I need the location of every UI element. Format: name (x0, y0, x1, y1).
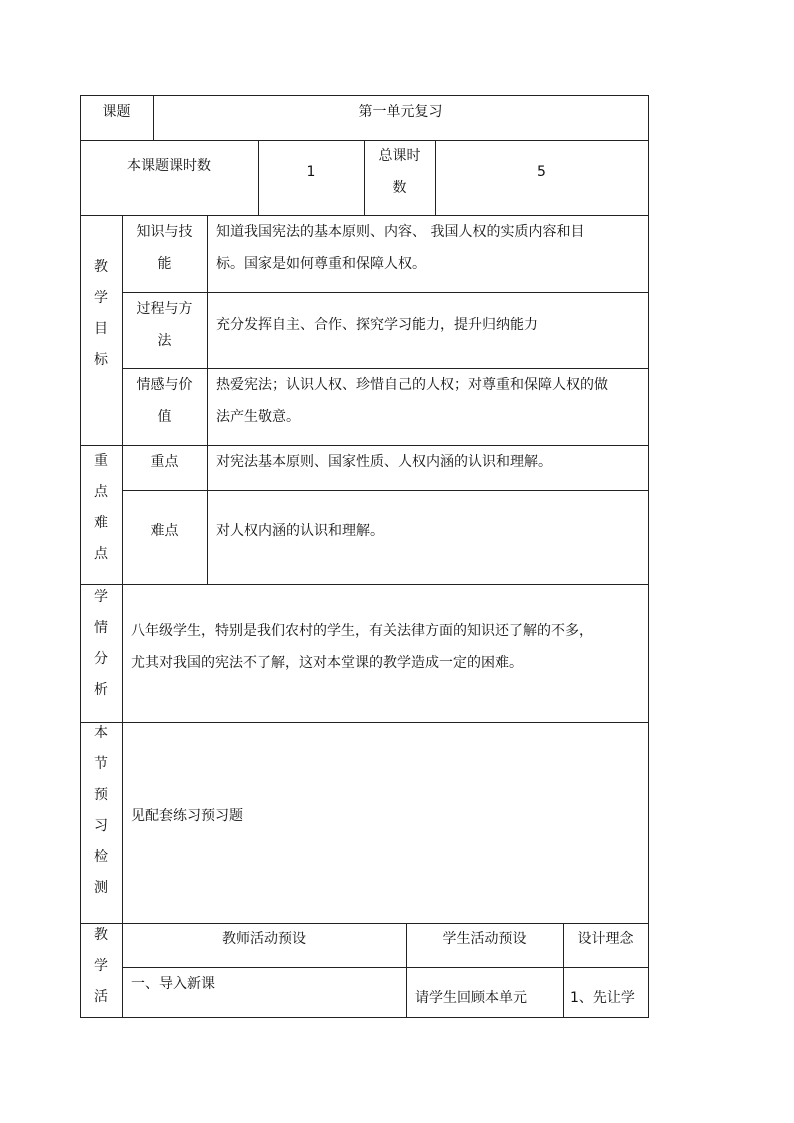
activity-design-cell: 1、先让学 (570, 990, 635, 1006)
objective-content-emotion: 热爱宪法；认识人权、珍惜自己的人权；对尊重和保障人权的做 (216, 377, 608, 393)
objective-content-knowledge: 知道我国宪法的基本原则、内容、 我国人权的实质内容和目 (216, 224, 585, 240)
col-header-student: 学生活动预设 (442, 931, 527, 947)
topic-value: 第一单元复习 (358, 104, 443, 120)
student-analysis-section-label: 学 情 分 析 (94, 589, 108, 698)
table-border-right (648, 95, 649, 1018)
objectives-section-label: 教 学 目 标 (94, 259, 108, 368)
objective-label-process-cont: 法 (157, 333, 172, 349)
table-border-bottom (80, 1017, 649, 1018)
row-divider (80, 445, 649, 446)
total-hours-label-cont: 数 (392, 180, 407, 196)
activity-student-cell: 请学生回顾本单元 (415, 990, 527, 1006)
hours-label: 本课题课时数 (127, 158, 211, 174)
objective-label-knowledge: 知识与技 (136, 224, 193, 240)
objective-label-emotion-cont: 值 (157, 409, 172, 425)
objective-content-emotion-cont: 法产生敬意。 (216, 409, 300, 425)
row-divider (122, 490, 649, 491)
objective-label-emotion: 情感与价 (136, 377, 193, 393)
difficulty-content: 对人权内涵的认识和理解。 (216, 523, 384, 539)
difficulty-label: 难点 (150, 523, 179, 539)
objective-content-knowledge-cont: 标。国家是如何尊重和保障人权。 (216, 256, 426, 272)
focus-label: 重点 (150, 454, 179, 470)
row-divider (122, 967, 649, 968)
row-divider (80, 584, 649, 585)
row-divider (80, 215, 649, 216)
objective-content-process: 充分发挥自主、合作、探究学习能力，提升归纳能力 (216, 317, 538, 333)
hours-value: 1 (306, 164, 316, 180)
student-analysis-text: 八年级学生，特别是我们农村的学生，有关法律方面的知识还了解的不多， (131, 623, 593, 639)
preview-check-content: 见配套练习预习题 (131, 808, 243, 824)
total-hours-value: 5 (537, 164, 546, 180)
col-header-design: 设计理念 (577, 931, 634, 947)
student-analysis-text-cont: 尤其对我国的宪法不了解，这对本堂课的教学造成一定的困难。 (131, 655, 523, 671)
total-hours-label: 总课时 (378, 148, 421, 164)
objective-label-knowledge-cont: 能 (157, 256, 172, 272)
objective-label-process: 过程与方 (136, 301, 193, 317)
row-divider (122, 368, 649, 369)
topic-label: 课题 (102, 104, 131, 120)
key-points-section-label: 重 点 难 点 (94, 453, 108, 562)
table-border-left (80, 95, 81, 1018)
activities-section-label: 教 学 活 (94, 927, 108, 1005)
col-divider (207, 215, 208, 584)
row-divider (80, 722, 649, 723)
activity-teacher-cell: 一、导入新课 (131, 976, 215, 992)
preview-check-section-label: 本 节 预 习 检 测 (94, 725, 108, 896)
col-header-teacher: 教师活动预设 (222, 931, 306, 947)
row-divider (122, 292, 649, 293)
table-border-top (80, 95, 649, 96)
focus-content: 对宪法基本原则、国家性质、人权内涵的认识和理解。 (216, 454, 552, 470)
